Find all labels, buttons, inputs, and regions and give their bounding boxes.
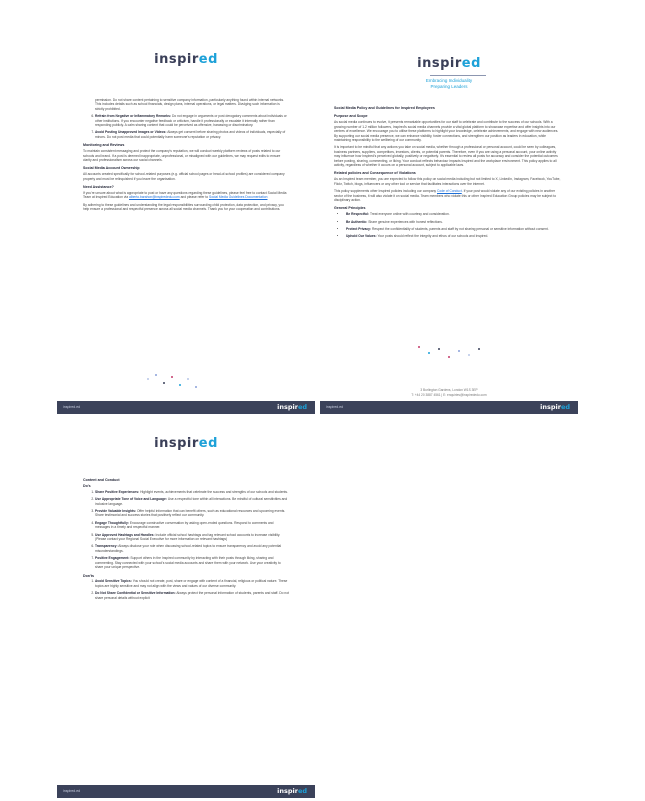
paragraph: This policy supplements other Inspired policies including our company Code of Conduct. If your post would violate any of our existing policies in another sector of the business, it will also violate it on social media. Team members who violate this or other Inspired Education Group policies may be subject to disciplinary action. — [334, 189, 557, 202]
section-heading: Content and Conduct — [83, 478, 120, 482]
paragraph: If you're unsure about what is appropriate to post or have any questions regarding these guidelines, please feel free to contact Social Media Team at Inspired Education via alberto.barahon@inspirededu.com and please refer to Social Media Guidelines Documentation — [83, 191, 287, 200]
section-heading: Do's — [83, 483, 91, 488]
tagline-divider — [430, 75, 486, 76]
footer-logo: inspired — [277, 787, 307, 795]
page-left-content — [83, 98, 289, 215]
section-heading: Related policies and Consequence of Violations — [334, 171, 416, 176]
list-item: 7. Positive Engagement: Support others in the Inspired community by interacting with their posts through liking, sharing and commenting. Stay connected with your school's social media accounts and share them with your network. Use your creativity to share your unique perspective. — [95, 556, 289, 569]
list-item: 4. Engage Thoughtfully: Encourage constructive conversation by asking open-ended questions. Respond to comments and messages in a timely and respectful manner. — [95, 521, 289, 530]
footer-logo: inspired — [540, 403, 570, 411]
tagline — [320, 78, 578, 89]
numbered-list — [83, 579, 289, 600]
footer-left-text: inspired.ed — [326, 405, 344, 409]
guidelines-link[interactable]: Social Media Guidelines Documentation — [209, 195, 268, 200]
document-page-right — [320, 36, 578, 414]
page-title: Social Media Policy and Guidelines for Inspired Employees — [334, 106, 435, 110]
section-heading: Need Assistance? — [83, 185, 114, 190]
list-item: 6. Refrain from Negative or Inflammatory Remarks: Do not engage in arguments or post derogatory comments about individuals or other institutions. If you encounter negative feedback or criticism, handle it professionally or escalate it internally rather than responding publicly. A calm sharing content that could be perceived as offensive, harassing or discriminatory. — [95, 114, 289, 127]
page-footer — [57, 785, 315, 798]
footer-left-text: inspired.ed — [63, 789, 81, 793]
paragraph: It is important to be mindful that any actions you take on social media, whether through a professional or personal account, could be seen by colleagues, business partners, suppliers, competitors, investors, clients, or potential parents. Therefore, even if you are using a personal account, your online activity may influence how Inspired's perceived globally, positively or negatively. It's essential to review all posts for accuracy and consider the potential outcomes before posting, sharing, commenting, or liking. Your conduct reflects behaviour impacts Inspired and the workplace environment. This policy applies to all activity, regardless of whether it occurs on a personal account, subject to applicable laws. — [334, 145, 558, 167]
list-item: 6. Transparency: Always disclose your role when discussing school-related topics to ensure transparency and avoid any potential misunderstandings. — [95, 544, 289, 553]
paragraph: To maintain consistent messaging and protect the company's reputation, we will conduct weekly platform reviews of posts related to our schools and brand. If a post is deemed inappropriate, unprofessional, or misaligned with our guidelines, we may request edits to ensure clarity and professionalism across our social channels. — [83, 149, 281, 162]
numbered-list — [83, 114, 289, 139]
paragraph: All accounts created specifically for school-related purposes (e.g. official school pages or head-of-school profiles) are considered company property and must be relinquished if you leave the organisation. — [83, 172, 285, 181]
section-heading: Purpose and Scope — [334, 114, 368, 119]
section-heading: General Principles — [334, 206, 366, 211]
page-right-content — [334, 106, 562, 242]
list-item: • Be Respectful: Treat everyone online with courtesy and consideration. — [346, 212, 562, 216]
bullet-list — [334, 212, 562, 239]
document-page-left — [57, 36, 315, 414]
decorative-dots — [145, 372, 205, 392]
contact-line: T: +44 20 3887 4561 | E: enquiries@inspirededu.com — [411, 392, 487, 397]
tagline-line: Embracing Individuality — [425, 78, 473, 83]
list-item: • Protect Privacy: Respect the confidentiality of students, parents and staff by not sharing personal or sensitive information without consent. — [346, 227, 562, 231]
page-footer — [57, 401, 315, 414]
paragraph: By adhering to these guidelines and understanding the legal responsibilities surrounding child protection, data protection, and privacy, you help ensure a professional and respectful presence across all social media channels. Thank you for your cooperation and contributions. — [83, 202, 284, 212]
list-item: • Be Authentic: Share genuine experiences with honest reflections. — [346, 220, 562, 224]
list-item: 7. Avoid Posting Unapproved Images or Videos: Always get consent before sharing photos and videos of individuals, especially of minors. Do not post media that could potentially harm someone's reputation or privacy. — [95, 130, 289, 139]
email-link[interactable]: alberto.barahon@inspirededu.com — [129, 195, 180, 200]
list-item: 5. Use Approved Hashtags and Handles: Include official school hashtags and tag relevant school accounts to increase visibility. (Please contact your Regional Social Executive for more information on relevant hashtags) — [95, 533, 289, 542]
footer-logo: inspired — [277, 403, 307, 411]
page-bottom-content — [83, 478, 289, 603]
tagline-line: Preparing Leaders — [430, 83, 468, 89]
list-item: 3. Provide Valuable Insights: Offer helpful information that can benefit others, such as educational resources and upcoming events. Share testimonial and success stories that positively reflect our community. — [95, 509, 289, 518]
page-footer — [320, 401, 578, 414]
section-heading: Don'ts — [83, 573, 95, 578]
address-line: 3 Burlington Gardens, London W1S 3EP — [420, 388, 478, 393]
list-item: 1. Share Positive Experiences: Highlight events, achievements that celebrate the success and strengths of our schools and students. — [95, 490, 289, 494]
list-item: 2. Use Appropriate Tone of Voice and Language: Use a respectful tone within all interactions. Be mindful of cultural sensitivities and inclusive language. — [95, 497, 289, 506]
section-heading: Social Media Account Ownership — [83, 166, 140, 171]
numbered-list — [83, 490, 289, 570]
list-item: • Uphold Our Values: Your posts should reflect the integrity and ethos of our schools and Inspired. — [346, 234, 562, 238]
company-address — [320, 388, 578, 397]
inspired-logo: inspired — [417, 56, 481, 71]
inspired-logo: inspired — [154, 436, 218, 451]
inspired-logo: inspired — [154, 52, 218, 67]
footer-left-text: inspired.ed — [63, 405, 81, 409]
section-heading: Monitoring and Reviews — [83, 143, 125, 148]
code-of-conduct-link[interactable]: Code of Conduct — [437, 189, 462, 194]
list-item: 1. Avoid Sensitive Topics: You should not create, post, share or engage with content of a financial, religious or political nature. These topics are highly sensitive and may not align with the views and values of our diverse community. — [95, 579, 289, 588]
list-item: 2. Do Not Share Confidential or Sensitive Information: Always protect the personal information of students, parents and staff. Do not share personal details without explicit — [95, 591, 289, 600]
paragraph: As an Inspired team member, you are expected to follow this policy on social media including but not limited to X, LinkedIn, Instagram, Facebook, YouTube, Flickr, Twitch, blogs, influencers or any other tool or service that facilitates interactions over the internet. — [334, 177, 561, 186]
paragraph: As social media continues to evolve, it presents remarkable opportunities for our staff to celebrate and contribute to the success of our schools. With a growing number of 1.2 million followers, Inspired's social media channels provide a vital global platform to showcase expertise and offer insights into our centres of excellence. We encourage you to utilise these platforms to highlight your knowledge, celebrate achievements, and engage with new audiences. By supporting our social media presence, we can enhance visibility, foster connections, and strengthen our position as leaders in education, while maintaining responsibility to the wellbeing of our community. — [334, 120, 559, 142]
document-page-bottom — [57, 420, 315, 798]
decorative-dots — [416, 344, 486, 364]
paragraph: permission. Do not share content pertaining to sensitive company information, particularly anything found within internal networks. This includes details such as school financials, design plans, internal operations, or legal matters. Divulging such information is strictly prohibited. — [95, 98, 285, 111]
